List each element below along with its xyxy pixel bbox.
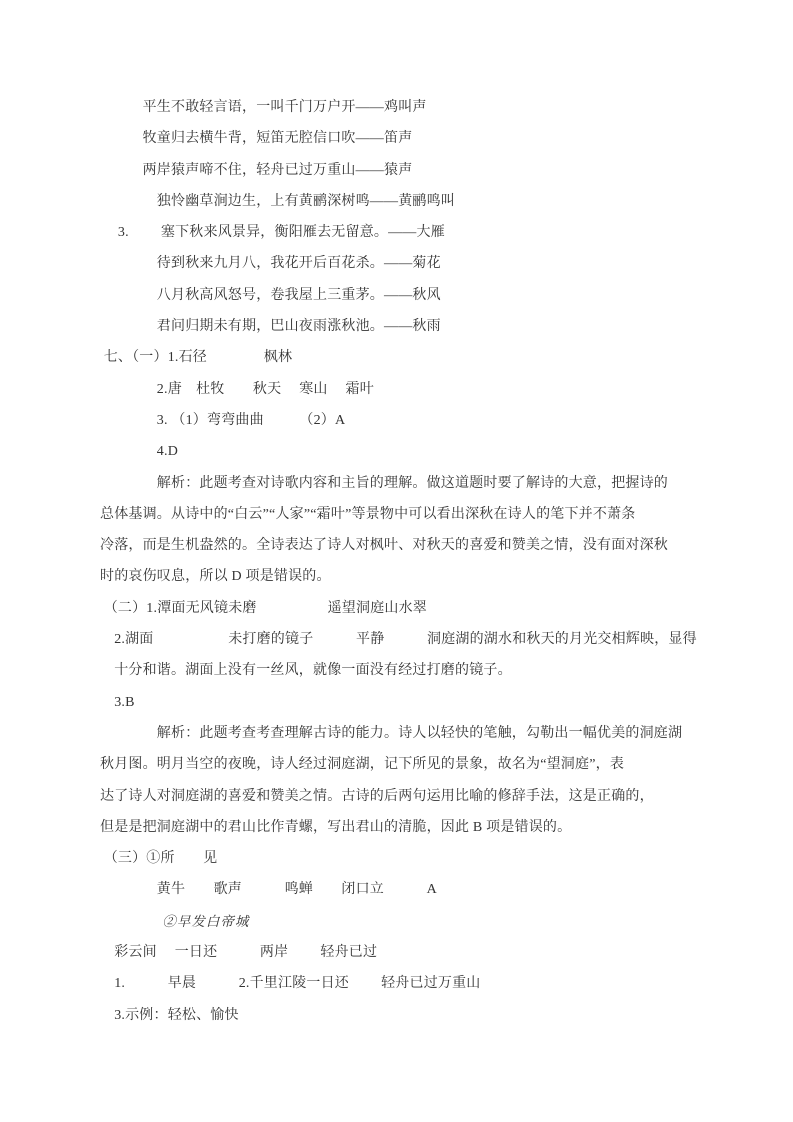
answer-line: （二）1.潭面无风镜未磨 遥望洞庭山水翠 [100,600,428,616]
answer-line: ②早发白帝城 [100,913,250,929]
answer-line: 3. 塞下秋来风景异，衡阳雁去无留意。——大雁 [100,225,445,241]
answer-line: 2.唐 杜牧 秋天 寒山 霜叶 [100,381,374,397]
answer-line: 解析：此题考查对诗歌内容和主旨的理解。做这道题时要了解诗的大意，把握诗的 [100,475,668,491]
answer-line: 冷落，而是生机盎然的。全诗表达了诗人对枫叶、对秋天的喜爱和赞美之情，没有面对深秋 [100,538,668,554]
answer-line: 彩云间 一日还 两岸 轻舟已过 [100,945,378,961]
answer-line: 两岸猿声啼不住，轻舟已过万重山——猿声 [100,162,413,178]
answer-line: （三）①所 见 [100,851,218,867]
answer-line: 君问归期未有期，巴山夜雨涨秋池。——秋雨 [100,319,441,335]
answer-line: 黄牛 歌声 鸣蝉 闭口立 A [100,882,437,898]
answer-line: 待到秋来九月八，我花开后百花杀。——菊花 [100,256,441,272]
answer-line: 1. 早晨 2.千里江陵一日还 轻舟已过万重山 [100,976,481,992]
answer-line: 时的哀伤叹息，所以 D 项是错误的。 [100,569,331,585]
answer-line: 3. （1）弯弯曲曲 （2）A [100,412,346,428]
answer-line: 七、（一）1.石径 枫林 [100,350,293,366]
answer-line: 独怜幽草涧边生，上有黄鹂深树鸣——黄鹂鸣叫 [100,193,455,209]
answer-line: 八月秋高风怒号，卷我屋上三重茅。——秋风 [100,287,441,303]
answer-line: 3.示例：轻松、愉快 [100,1007,239,1023]
answer-line: 4.D [100,444,179,460]
answer-line: 总体基调。从诗中的“白云”“人家”“霜叶”等景物中可以看出深秋在诗人的笔下并不萧条 [100,506,636,522]
answer-line: 2.湖面 未打磨的镜子 平静 洞庭湖的湖水和秋天的月光交相辉映，显得 [100,632,697,648]
answer-line: 十分和谐。湖面上没有一丝风，就像一面没有经过打磨的镜子。 [100,663,512,679]
answer-line: 3.B [100,694,135,710]
answer-line: 但是是把洞庭湖中的君山比作青螺，写出君山的清脆，因此 B 项是错误的。 [100,819,572,835]
answer-line: 牧童归去横牛背，短笛无腔信口吹——笛声 [100,131,413,147]
document-content [100,92,710,1031]
answer-line: 解析：此题考查考查理解古诗的能力。诗人以轻快的笔触，勾勒出一幅优美的洞庭湖 [100,725,683,741]
answer-line: 秋月图。明月当空的夜晚，诗人经过洞庭湖，记下所见的景象，故名为“望洞庭”，表 [100,757,625,773]
answer-line: 达了诗人对洞庭湖的喜爱和赞美之情。古诗的后两句运用比喻的修辞手法，这是正确的， [100,788,654,804]
answer-line: 平生不敢轻言语，一叫千门万户开——鸡叫声 [100,100,427,115]
